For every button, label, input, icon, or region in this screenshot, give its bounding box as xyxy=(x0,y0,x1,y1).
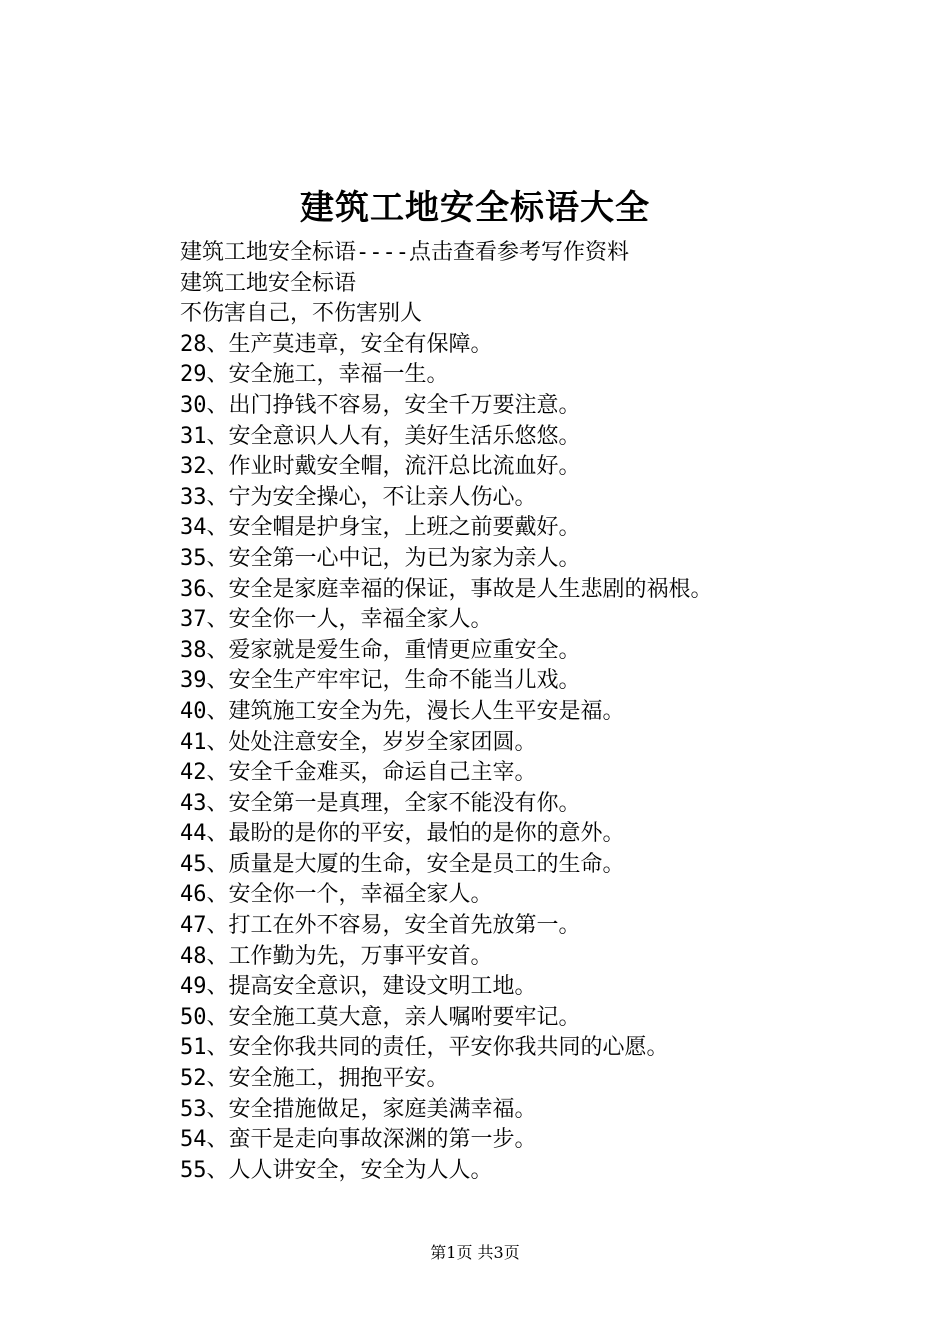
text-line: 33、宁为安全操心，不让亲人伤心。 xyxy=(180,484,537,510)
text-line: 31、安全意识人人有，美好生活乐悠悠。 xyxy=(180,423,581,449)
text-line: 43、安全第一是真理，全家不能没有你。 xyxy=(180,790,581,816)
text-line: 32、作业时戴安全帽，流汗总比流血好。 xyxy=(180,454,581,480)
text-line: 29、安全施工，幸福一生。 xyxy=(180,362,449,388)
text-line: 50、安全施工莫大意，亲人嘱咐要牢记。 xyxy=(180,1004,581,1030)
text-line: 建筑工地安全标语----点击查看参考写作资料 xyxy=(180,240,629,265)
text-line: 48、工作勤为先，万事平安首。 xyxy=(180,943,493,969)
text-line: 34、安全帽是护身宝，上班之前要戴好。 xyxy=(180,515,581,541)
document-title: 建筑工地安全标语大全 xyxy=(300,188,650,228)
document-body xyxy=(180,238,920,1186)
text-line: 46、安全你一个，幸福全家人。 xyxy=(180,882,493,908)
text-line: 不伤害自己，不伤害别人 xyxy=(180,301,423,327)
page-footer: 第1页 共3页 xyxy=(430,1243,520,1262)
text-line: 51、安全你我共同的责任，平安你我共同的心愿。 xyxy=(180,1035,669,1061)
text-line: 42、安全千金难买，命运自己主宰。 xyxy=(180,760,537,786)
text-line: 40、建筑施工安全为先，漫长人生平安是福。 xyxy=(180,698,625,724)
text-line: 52、安全施工，拥抱平安。 xyxy=(180,1066,449,1092)
text-line: 55、人人讲安全，安全为人人。 xyxy=(180,1157,493,1183)
text-line: 44、最盼的是你的平安，最怕的是你的意外。 xyxy=(180,821,625,847)
text-line: 45、质量是大厦的生命，安全是员工的生命。 xyxy=(180,851,625,877)
text-line: 39、安全生产牢牢记，生命不能当儿戏。 xyxy=(180,668,581,694)
text-line: 47、打工在外不容易，安全首先放第一。 xyxy=(180,913,581,939)
text-line: 建筑工地安全标语 xyxy=(180,270,357,296)
text-line: 28、生产莫违章，安全有保障。 xyxy=(180,331,493,357)
text-line: 38、爱家就是爱生命，重情更应重安全。 xyxy=(180,637,581,663)
text-line: 35、安全第一心中记，为已为家为亲人。 xyxy=(180,545,581,571)
text-line: 41、处处注意安全，岁岁全家团圆。 xyxy=(180,729,537,755)
text-line: 54、蛮干是走向事故深渊的第一步。 xyxy=(180,1127,537,1153)
text-line: 30、出门挣钱不容易，安全千万要注意。 xyxy=(180,392,581,418)
text-line: 36、安全是家庭幸福的保证，事故是人生悲剧的祸根。 xyxy=(180,576,713,602)
text-line: 53、安全措施做足，家庭美满幸福。 xyxy=(180,1096,537,1122)
text-line: 37、安全你一人，幸福全家人。 xyxy=(180,607,493,633)
text-line: 49、提高安全意识，建设文明工地。 xyxy=(180,974,537,1000)
